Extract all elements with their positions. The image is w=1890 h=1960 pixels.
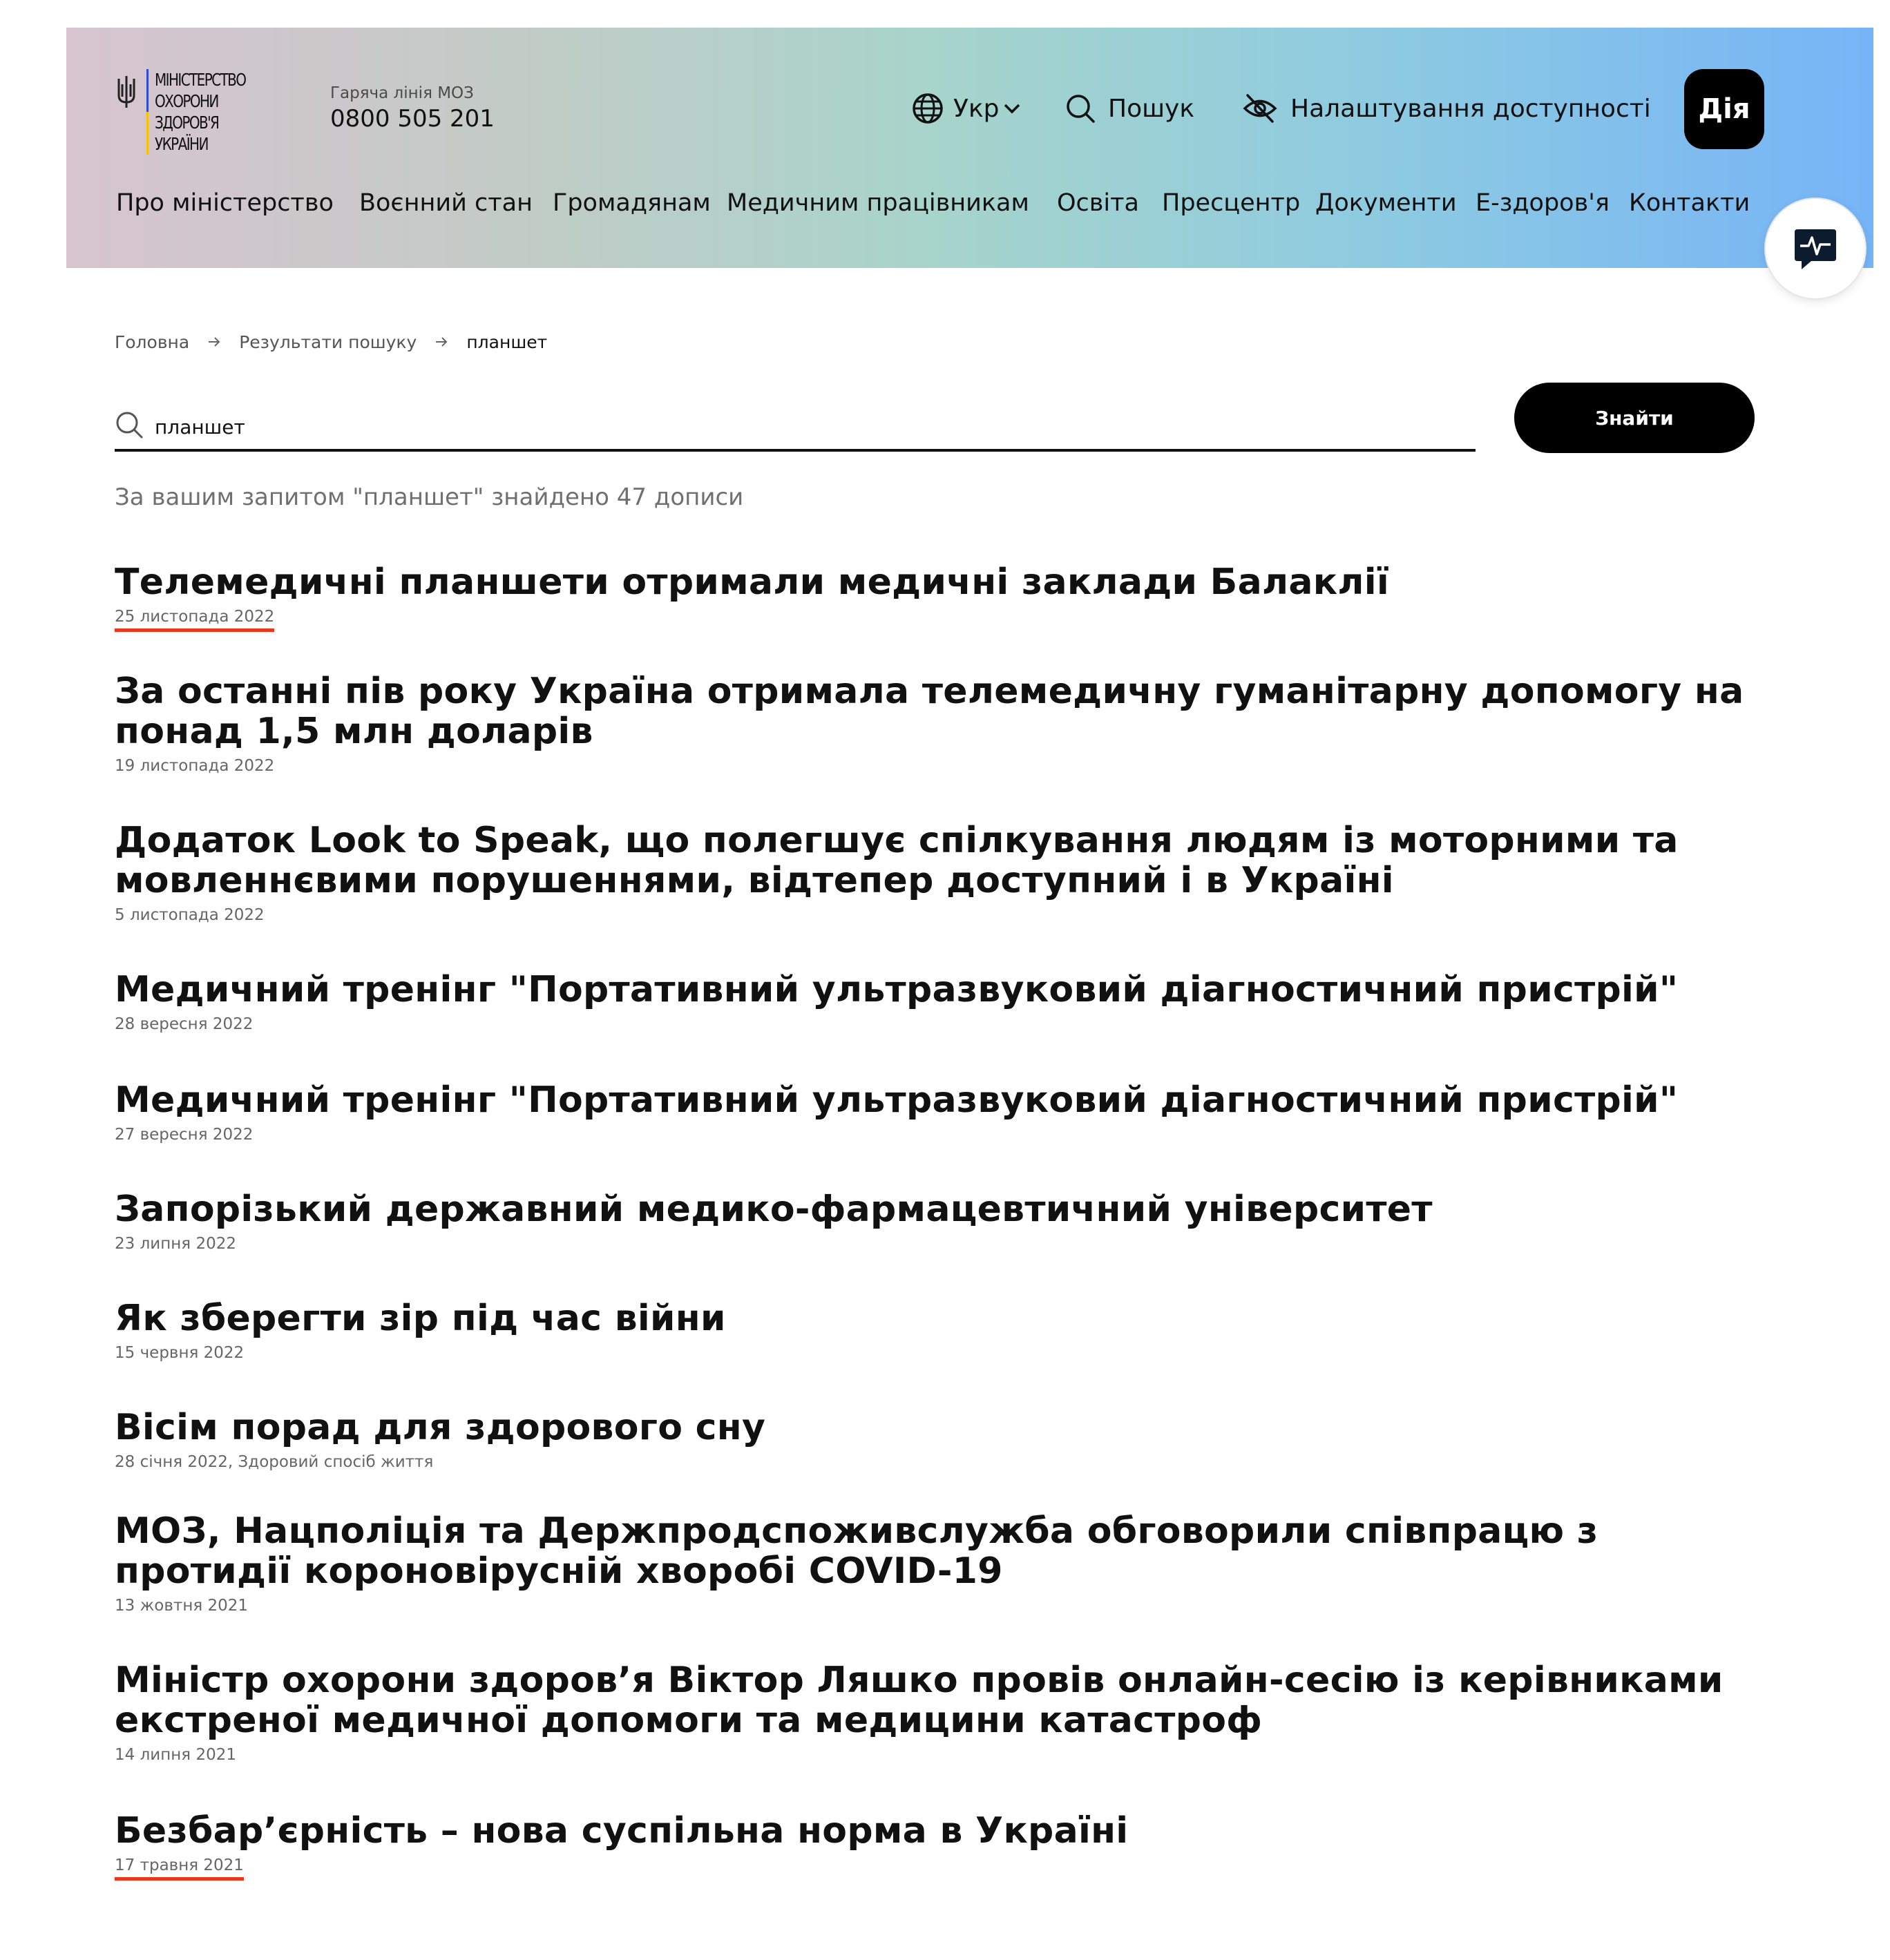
result-title[interactable]: Запорізький державний медико-фармацевтичний університет [115,1189,1433,1230]
search-icon [1065,93,1096,124]
result-item [115,562,1786,632]
chat-button[interactable] [1766,199,1865,298]
result-date: 28 січня 2022, Здоровий спосіб життя [115,1453,434,1471]
hotline-label: Гаряча лінія МОЗ [330,84,474,102]
ministry-logo[interactable] [116,69,275,159]
nav-item-documents[interactable]: Документи [1315,189,1457,217]
result-item [115,820,1786,927]
site-header [66,28,1873,268]
breadcrumb-current: планшет [466,332,548,352]
results-count: За вашим запитом "планшет" знайдено 47 дописи [115,483,744,511]
trident-icon [116,75,137,109]
find-button-label: Знайти [1595,406,1674,430]
result-title[interactable]: Безбар’єрність – нова суспільна норма в Україні [115,1810,1129,1852]
result-date: 15 червня 2022 [115,1344,245,1362]
result-item [115,1080,1786,1146]
result-title[interactable]: Додаток Look to Speak, що полегшує спілкування людям із моторними та мовленнєвими порушеннями, відтепер доступний і в Україні [115,820,1679,901]
result-date: 28 вересня 2022 [115,1015,254,1033]
result-item [115,970,1786,1036]
result-item [115,1298,1786,1365]
logo-text [155,69,245,155]
diia-label: Дія [1698,93,1750,125]
find-button[interactable] [1514,383,1755,453]
header-search-button[interactable] [1065,91,1194,126]
result-title[interactable]: Міністр охорони здоров’я Віктор Ляшко провів онлайн-сесію із керівниками екстреної медичної допомоги та медицини катастроф [115,1660,1724,1741]
logo-color-bar [146,69,149,155]
search-input[interactable] [153,409,1469,445]
result-date: 27 вересня 2022 [115,1126,254,1144]
result-title[interactable]: За останні пів року Україна отримала телемедичну гуманітарну допомогу на понад 1,5 млн доларів [115,671,1744,752]
language-label: Укр [953,94,1000,123]
result-item [115,671,1786,778]
result-date: 19 листопада 2022 [115,757,275,775]
result-title[interactable]: Телемедичні планшети отримали медичні заклади Балаклії [115,561,1389,603]
diia-button[interactable] [1684,69,1764,149]
result-title[interactable]: Вісім порад для здорового сну [115,1407,766,1448]
result-title[interactable]: Медичний тренінг "Портативний ультразвуковий діагностичний пристрій" [115,1079,1679,1121]
main-nav [116,189,1774,220]
breadcrumb-home[interactable]: Головна [115,332,190,352]
breadcrumb [115,330,547,354]
accessibility-label: Налаштування доступності [1290,94,1651,123]
arrow-right-icon [435,336,448,347]
result-title[interactable]: МОЗ, Нацполіція та Держпродспоживслужба обговорили співпрацю з протидії короновірусній хворобі COVID-19 [115,1510,1598,1592]
logo-line: ОХОРОНИ [155,91,218,111]
logo-line: МІНІСТЕРСТВО [155,70,246,90]
result-date: 17 травня 2021 [115,1856,244,1881]
search-icon [115,410,144,439]
hotline-number[interactable]: 0800 505 201 [330,105,495,133]
result-item [115,1660,1786,1767]
accessibility-settings-button[interactable] [1242,91,1651,126]
result-date: 13 жовтня 2021 [115,1597,249,1615]
nav-item-education[interactable]: Освіта [1057,189,1139,217]
result-title[interactable]: Медичний тренінг "Портативний ультразвуковий діагностичний пристрій" [115,969,1679,1010]
nav-item-contacts[interactable]: Контакти [1629,189,1750,217]
result-date: 23 липня 2022 [115,1235,236,1253]
result-item [115,1811,1786,1881]
nav-item-martial-law[interactable]: Воєнний стан [359,189,533,217]
eye-off-icon [1242,93,1278,124]
result-date: 5 листопада 2022 [115,906,265,924]
nav-item-press-center[interactable]: Пресцентр [1162,189,1301,217]
search-label: Пошук [1108,94,1195,123]
result-date: 25 листопада 2022 [115,608,274,632]
result-item [115,1189,1786,1256]
search-input-underline [115,449,1476,452]
globe-icon [912,93,944,124]
result-item [115,1407,1786,1474]
chevron-down-icon [1002,102,1022,115]
result-title[interactable]: Як зберегти зір під час війни [115,1298,726,1339]
nav-item-about-ministry[interactable]: Про міністерство [116,189,334,217]
result-item [115,1511,1786,1617]
breadcrumb-search-results[interactable]: Результати пошуку [239,332,417,352]
search-form [115,405,1496,452]
result-date: 14 липня 2021 [115,1746,236,1764]
nav-item-medical-workers[interactable]: Медичним працівникам [727,189,1029,217]
chat-pulse-icon [1791,224,1840,273]
arrow-right-icon [207,336,221,347]
logo-line: УКРАЇНИ [155,134,208,154]
logo-line: ЗДОРОВ'Я [155,113,219,133]
language-selector[interactable] [912,91,1022,126]
nav-item-citizens[interactable]: Громадянам [553,189,711,217]
nav-item-e-health[interactable]: Е-здоров'я [1476,189,1610,217]
